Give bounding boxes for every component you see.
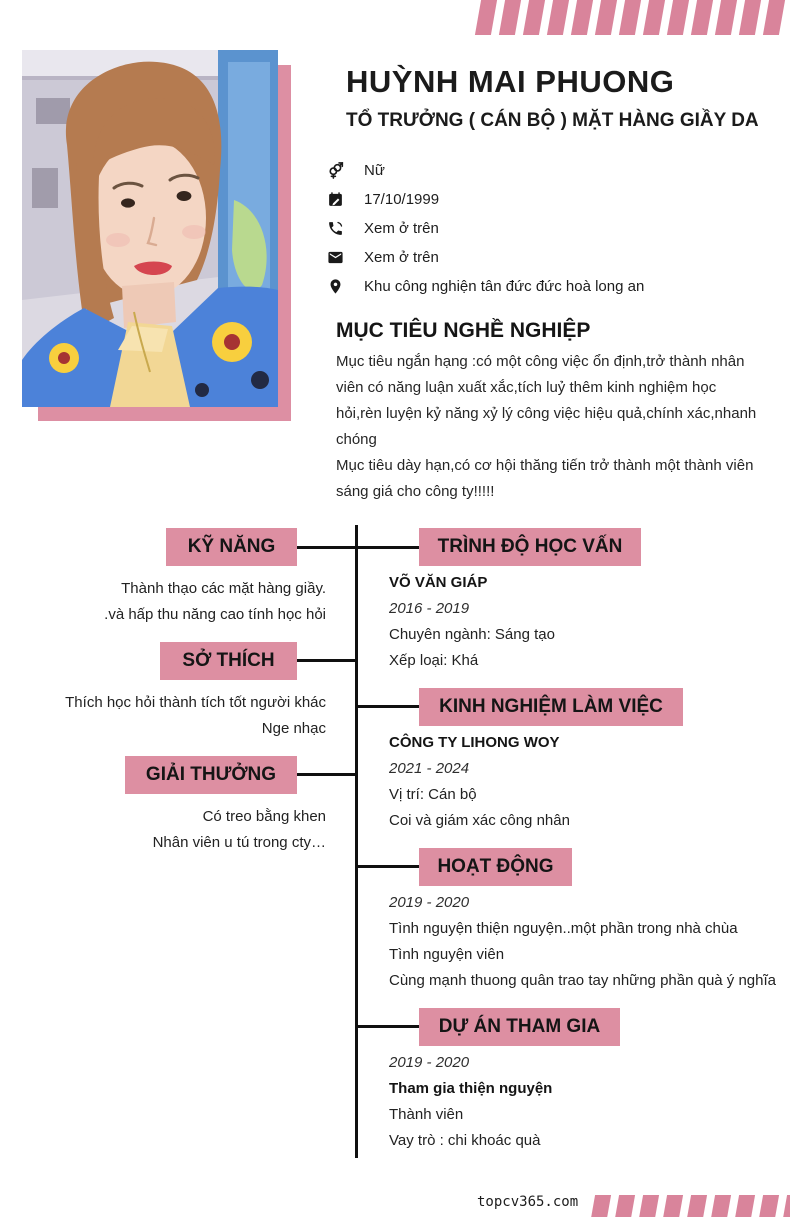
contact-row-birthday [327, 190, 644, 208]
stripe [781, 1195, 790, 1217]
contact-row-gender [327, 161, 644, 179]
projects-name: Tham gia thiện nguyện [389, 1080, 553, 1097]
section-header-activities: HOẠT ĐỘNG [419, 848, 572, 886]
hobbies-items [65, 690, 326, 742]
award-item: Nhân viên u tú trong cty… [152, 834, 326, 851]
education-period: 2016 - 2019 [389, 600, 470, 617]
education-line: Chuyên ngành: Sáng tạo [389, 626, 555, 643]
person-name: HUỲNH MAI PHUONG [346, 64, 675, 99]
stripe [643, 0, 665, 35]
education-line: Xếp loại: Khá [389, 652, 479, 669]
stripe [733, 1195, 755, 1217]
education-school: VÕ VĂN GIÁP [389, 574, 488, 591]
stripe [523, 0, 545, 35]
section-header-education: TRÌNH ĐỘ HỌC VẤN [419, 528, 641, 566]
timeline-spine [355, 525, 358, 1158]
section-header-hobbies: SỞ THÍCH [160, 642, 297, 680]
stripe [739, 0, 761, 35]
experience-company: CÔNG TY LIHONG WOY [389, 734, 560, 751]
address-value: Khu công nghiện tân đức đức hoà long an [364, 277, 645, 295]
objective-line: hỏi,rèn luyện kỷ năng xỷ lý công việc hiệu quả,chính xác,nhanh [336, 405, 757, 422]
stripe [709, 1195, 731, 1217]
activities-entry [389, 890, 776, 994]
stripe [685, 1195, 707, 1217]
section-header-awards: GIẢI THƯỞNG [125, 756, 297, 794]
objective-line: sáng giá cho công ty!!!!! [336, 483, 495, 500]
site-watermark: topcv365.com [477, 1194, 579, 1210]
projects-period: 2019 - 2020 [389, 1054, 470, 1071]
objective-line: viên có năng luận xuất xắc,tích luỷ thêm kinh nghiệm học [336, 379, 717, 396]
award-item: Có treo bằng khen [202, 808, 326, 825]
profile-photo [22, 50, 278, 407]
stripe [661, 1195, 683, 1217]
contact-list [327, 161, 644, 306]
hobby-item: Nge nhạc [261, 720, 326, 737]
phone-icon [327, 220, 344, 237]
experience-line: Coi và giám xác công nhân [389, 812, 570, 829]
activities-period: 2019 - 2020 [389, 894, 470, 911]
job-title: TỔ TRƯỞNG ( CÁN BỘ ) MẶT HÀNG GIẦY DA [346, 110, 759, 131]
sunflower-right [212, 322, 252, 362]
contact-row-phone [327, 219, 644, 237]
connector-line [357, 705, 419, 708]
sunflower-left [49, 343, 79, 373]
awards-items [153, 804, 326, 856]
email-value: Xem ở trên [364, 248, 439, 266]
stripe [571, 0, 593, 35]
phone-value: Xem ở trên [364, 219, 439, 237]
projects-entry [389, 1050, 552, 1154]
experience-entry [389, 730, 570, 834]
projects-line: Vay trò : chi khoác quà [389, 1132, 541, 1149]
objective-heading: MỤC TIÊU NGHỀ NGHIỆP [336, 319, 591, 342]
activities-line: Tình nguyện viên [389, 946, 505, 963]
location-icon [327, 278, 344, 295]
activities-line: Tình nguyện thiện nguyện..một phần trong nhà chùa [389, 920, 738, 937]
objective-line: Mục tiêu ngắn hạng :có một công việc ổn định,trở thành nhân [336, 353, 745, 370]
stripe [475, 0, 497, 35]
objective-text [336, 349, 756, 505]
gender-icon [327, 162, 344, 179]
objective-line: Mục tiêu dày hạn,có cơ hội thăng tiến trở thành một thành viên [336, 457, 754, 474]
calendar-icon [327, 191, 344, 208]
projects-line: Thành viên [389, 1106, 464, 1123]
gender-value: Nữ [364, 161, 385, 179]
stripe [691, 0, 713, 35]
connector-line [297, 659, 357, 662]
contact-row-address [327, 277, 644, 295]
section-header-skills: KỸ NĂNG [166, 528, 297, 566]
objective-line: chóng [336, 431, 377, 448]
birthday-value: 17/10/1999 [364, 190, 440, 208]
stripe [715, 0, 737, 35]
stripe [619, 0, 641, 35]
stripe [589, 1195, 611, 1217]
stripe [595, 0, 617, 35]
hobby-item: Thích học hỏi thành tích tốt người khác [65, 694, 326, 711]
stripe-decoration-top [478, 0, 790, 35]
stripe [613, 1195, 635, 1217]
stripe [757, 1195, 779, 1217]
connector-line [357, 1025, 419, 1028]
stripe [547, 0, 569, 35]
stripe-decoration-bottom [592, 1195, 790, 1217]
email-icon [327, 249, 344, 266]
stripe [499, 0, 521, 35]
education-entry [389, 570, 555, 674]
contact-row-email [327, 248, 644, 266]
skill-item: .và hấp thu năng cao tính học hỏi [104, 606, 326, 623]
skill-item: Thành thạo các mặt hàng giầy. [121, 580, 326, 597]
stripe [667, 0, 689, 35]
profile-photo-illustration [22, 50, 278, 407]
stripe [763, 0, 785, 35]
experience-line: Vị trí: Cán bộ [389, 786, 477, 803]
section-header-experience: KINH NGHIỆM LÀM VIỆC [419, 688, 683, 726]
activities-line: Cùng mạnh thuong quân trao tay những phần quà ý nghĩa [389, 972, 777, 989]
section-header-projects: DỰ ÁN THAM GIA [419, 1008, 620, 1046]
connector-line [297, 546, 419, 549]
connector-line [357, 865, 419, 868]
skills-items [104, 576, 326, 628]
experience-period: 2021 - 2024 [389, 760, 470, 777]
connector-line [297, 773, 357, 776]
stripe [637, 1195, 659, 1217]
